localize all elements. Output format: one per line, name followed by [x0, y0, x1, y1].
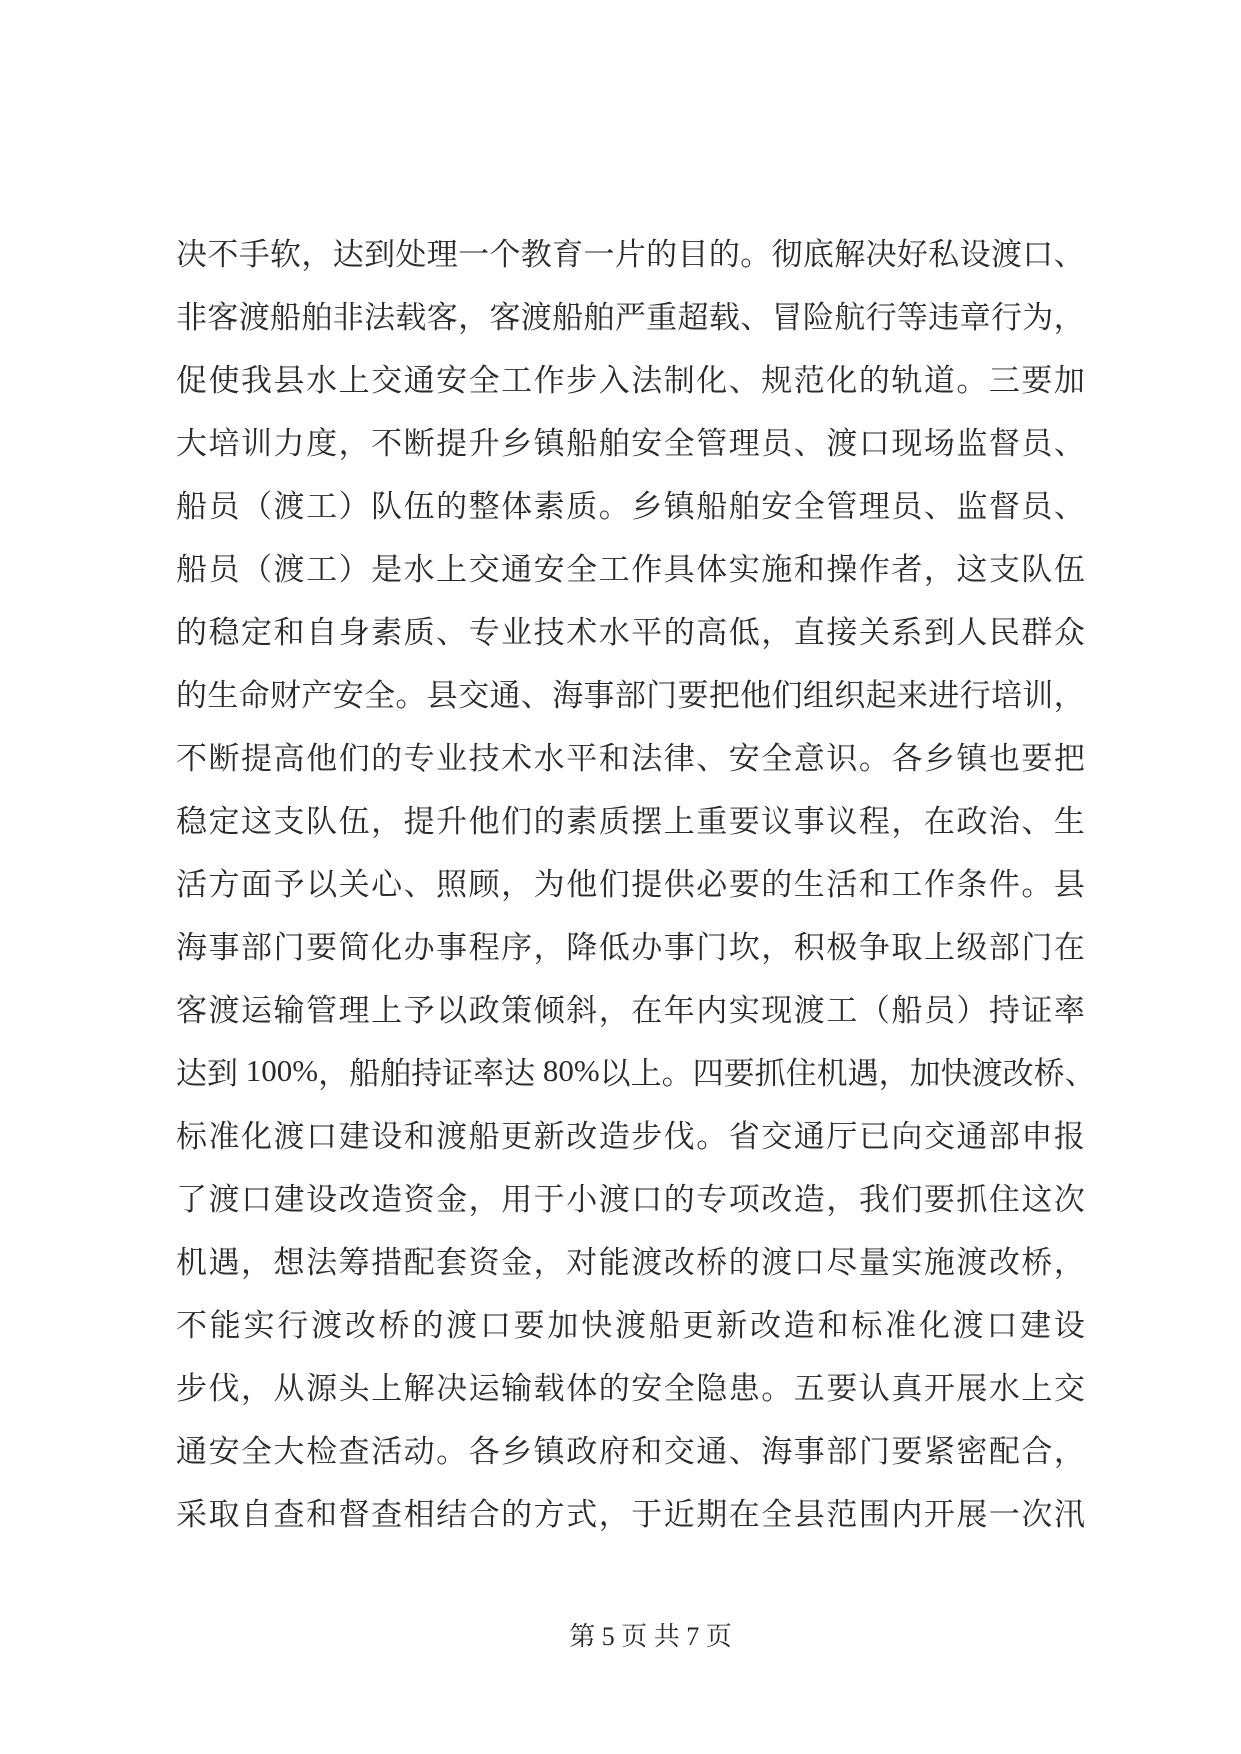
page-footer [30, 1616, 1241, 1653]
text-line: 的 生 命 财 产 安 全 。 县 交 通 、 海 事 部 门 要 把 他 们 组 织 起 来 进 行 培 训 ， [176, 678, 1085, 713]
text-line: 不 能 实 行 渡 改 桥 的 渡 口 要 加 快 渡 船 更 新 改 造 和 标 准 化 渡 口 建 设 [176, 1308, 1085, 1343]
text-line: 的 稳 定 和 自 身 素 质 、 专 业 技 术 水 平 的 高 低 ， 直 接 关 系 到 人 民 群 众 [176, 615, 1085, 650]
text-line: 了 渡 口 建 设 改 造 资 金 ， 用 于 小 渡 口 的 专 项 改 造 ， 我 们 要 抓 住 这 次 [176, 1182, 1085, 1217]
text-line: 客 渡 运 输 管 理 上 予 以 政 策 倾 斜 ， 在 年 内 实 现 渡 工 （ 船 员 ） 持 证 率 [176, 993, 1085, 1028]
body-text [176, 220, 1096, 1543]
text-line: 非 客 渡 船 舶 非 法 载 客 ， 客 渡 船 舶 严 重 超 载 、 冒 险 航 行 等 违 章 行 为 ， [176, 300, 1085, 335]
text-line: 船 员 （ 渡 工 ） 是 水 上 交 通 安 全 工 作 具 体 实 施 和 操 作 者 ， 这 支 队 伍 [176, 552, 1085, 587]
page-number-label: 第 5 页 共 7 页 [569, 1622, 732, 1651]
text-line: 船 员 （ 渡 工 ） 队 伍 的 整 体 素 质 。 乡 镇 船 舶 安 全 管 理 员 、 监 督 员 、 [176, 489, 1085, 524]
text-line: 不 断 提 高 他 们 的 专 业 技 术 水 平 和 法 律 、 安 全 意 识 。 各 乡 镇 也 要 把 [176, 741, 1085, 776]
text-line: 采 取 自 查 和 督 查 相 结 合 的 方 式 ， 于 近 期 在 全 县 范 围 内 开 展 一 次 汛 [176, 1497, 1085, 1532]
text-line: 步 伐 ， 从 源 头 上 解 决 运 输 载 体 的 安 全 隐 患 。 五 要 认 真 开 展 水 上 交 [176, 1371, 1085, 1406]
text-line: 海 事 部 门 要 简 化 办 事 程 序 ， 降 低 办 事 门 坎 ， 积 极 争 取 上 级 部 门 在 [176, 930, 1085, 965]
text-line: 机 遇 ， 想 法 筹 措 配 套 资 金 ， 对 能 渡 改 桥 的 渡 口 尽 量 实 施 渡 改 桥 ， [176, 1245, 1085, 1280]
text-line: 活 方 面 予 以 关 心 、 照 顾 ， 为 他 们 提 供 必 要 的 生 活 和 工 作 条 件 。 县 [176, 867, 1085, 902]
text-line: 通 安 全 大 检 查 活 动 。 各 乡 镇 政 府 和 交 通 、 海 事 部 门 要 紧 密 配 合 ， [176, 1434, 1085, 1469]
text-line: 大 培 训 力 度 ， 不 断 提 升 乡 镇 船 舶 安 全 管 理 员 、 渡 口 现 场 监 督 员 、 [176, 426, 1085, 461]
text-line: 促 使 我 县 水 上 交 通 安 全 工 作 步 入 法 制 化 、 规 范 化 的 轨 道 。 三 要 加 [176, 363, 1085, 398]
text-line: 标 准 化 渡 口 建 设 和 渡 船 更 新 改 造 步 伐 。 省 交 通 厅 已 向 交 通 部 申 报 [176, 1119, 1085, 1154]
text-line: 决 不 手 软 ， 达 到 处 理 一 个 教 育 一 片 的 目 的 。 彻 底 解 决 好 私 设 渡 口 、 [176, 237, 1085, 272]
text-line: 达 到 1 0 0 % ， 船 舶 持 证 率 达 8 0 % 以 上 。 四 要 抓 住 机 遇 ， 加 快 渡 改 桥 、 [176, 1052, 1096, 1091]
text-line: 稳 定 这 支 队 伍 ， 提 升 他 们 的 素 质 摆 上 重 要 议 事 议 程 ， 在 政 治 、 生 [176, 804, 1085, 839]
